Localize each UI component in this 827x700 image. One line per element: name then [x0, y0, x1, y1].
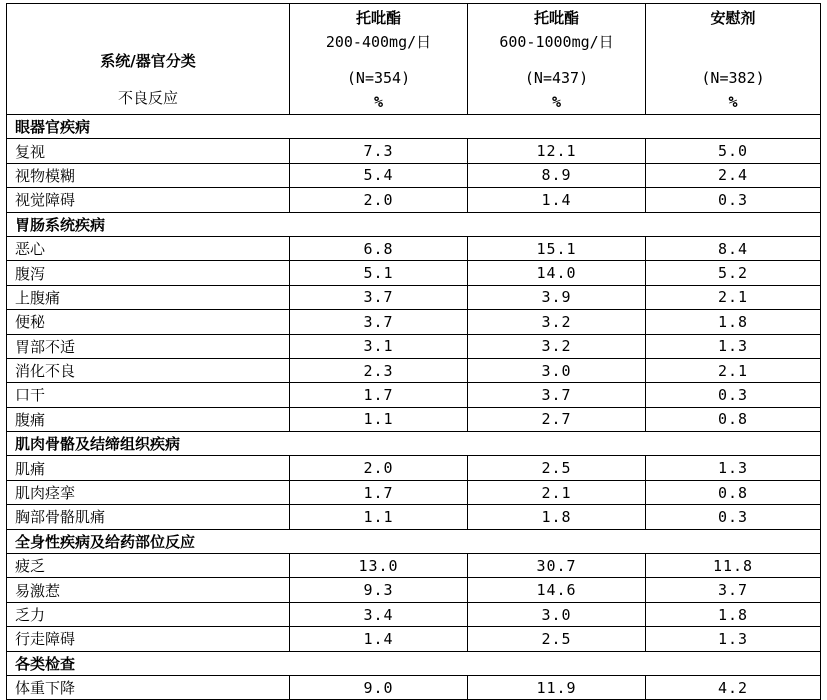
reaction-name: 胃部不适: [7, 334, 290, 358]
col-dose: [646, 30, 820, 54]
table-row: [7, 163, 821, 187]
incidence-value: 6.8: [290, 236, 468, 260]
table-row: [7, 236, 821, 260]
reaction-name: 乏力: [7, 602, 290, 626]
incidence-value: 2.5: [468, 627, 646, 651]
reaction-name: 恶心: [7, 236, 290, 260]
col-unit: %: [373, 93, 384, 111]
incidence-value: 11.9: [468, 675, 646, 699]
incidence-value: 12.1: [468, 139, 646, 163]
col-n: (N=437): [524, 69, 589, 87]
category-title: 全身性疾病及给药部位反应: [7, 529, 821, 553]
incidence-value: 5.0: [646, 139, 821, 163]
incidence-value: 5.4: [290, 163, 468, 187]
incidence-value: 0.3: [646, 188, 821, 212]
reaction-name: 消化不良: [7, 358, 290, 382]
col-drug-name: 安慰剂: [710, 9, 756, 27]
table-row: [7, 261, 821, 285]
reaction-name: 上腹痛: [7, 285, 290, 309]
table-row: [7, 310, 821, 334]
col-drug-name: 托吡酯: [355, 9, 401, 27]
category-title: 各类检查: [7, 651, 821, 675]
incidence-value: 3.7: [646, 578, 821, 602]
reaction-name: 腹痛: [7, 407, 290, 431]
col-unit: %: [728, 93, 738, 111]
reaction-name: 疲乏: [7, 554, 290, 578]
category-row: [7, 529, 821, 553]
reaction-name: 胸部骨骼肌痛: [7, 505, 290, 529]
incidence-value: 2.7: [468, 407, 646, 431]
category-row: [7, 115, 821, 139]
table-row: [7, 285, 821, 309]
incidence-value: 13.0: [290, 554, 468, 578]
incidence-value: 9.3: [290, 578, 468, 602]
reaction-name: 腹泻: [7, 261, 290, 285]
category-row: [7, 432, 821, 456]
table-row: [7, 334, 821, 358]
incidence-value: 1.8: [468, 505, 646, 529]
reaction-name: 易激惹: [7, 578, 290, 602]
table-row: [7, 602, 821, 626]
incidence-value: 9.0: [290, 675, 468, 699]
incidence-value: 3.0: [468, 602, 646, 626]
incidence-value: 5.2: [646, 261, 821, 285]
reaction-name: 体重下降: [7, 675, 290, 699]
reaction-name: 肌痛: [7, 456, 290, 480]
category-title: 肌肉骨骼及结缔组织疾病: [7, 432, 821, 456]
reaction-name: 复视: [7, 139, 290, 163]
incidence-value: 1.3: [646, 627, 821, 651]
incidence-value: 0.8: [646, 480, 821, 504]
table-row: [7, 358, 821, 382]
incidence-value: 1.4: [468, 188, 646, 212]
incidence-value: 1.3: [646, 334, 821, 358]
incidence-value: 2.0: [290, 188, 468, 212]
incidence-value: 2.0: [290, 456, 468, 480]
table-row: [7, 456, 821, 480]
header-col-topiramate-low: [290, 4, 468, 115]
header-label-category: 系统/器官分类: [100, 52, 196, 70]
col-n: (N=382): [701, 69, 765, 87]
col-dose: 200-400mg/日: [325, 33, 432, 51]
table-row: [7, 407, 821, 431]
table-row: [7, 578, 821, 602]
incidence-value: 3.7: [290, 310, 468, 334]
header-label-cell: [7, 4, 290, 115]
col-drug-name: 托吡酯: [533, 9, 579, 27]
table-body: [7, 115, 821, 700]
header-col-topiramate-high: [468, 4, 646, 115]
col-n: (N=354): [346, 69, 411, 87]
reaction-name: 便秘: [7, 310, 290, 334]
incidence-value: 5.1: [290, 261, 468, 285]
incidence-value: 3.7: [290, 285, 468, 309]
incidence-value: 4.2: [646, 675, 821, 699]
incidence-value: 15.1: [468, 236, 646, 260]
category-title: 胃肠系统疾病: [7, 212, 821, 236]
incidence-value: 1.7: [290, 480, 468, 504]
incidence-value: 14.0: [468, 261, 646, 285]
reaction-name: 视觉障碍: [7, 188, 290, 212]
incidence-value: 2.1: [646, 285, 821, 309]
incidence-value: 3.1: [290, 334, 468, 358]
incidence-value: 1.8: [646, 310, 821, 334]
incidence-value: 1.8: [646, 602, 821, 626]
incidence-value: 3.2: [468, 310, 646, 334]
incidence-value: 8.9: [468, 163, 646, 187]
table-row: [7, 675, 821, 699]
adverse-reactions-table: [6, 3, 821, 700]
header-label-reaction: 不良反应: [117, 89, 178, 107]
incidence-value: 2.1: [468, 480, 646, 504]
incidence-value: 3.9: [468, 285, 646, 309]
incidence-value: 8.4: [646, 236, 821, 260]
table-row: [7, 554, 821, 578]
reaction-name: 口干: [7, 383, 290, 407]
incidence-value: 2.5: [468, 456, 646, 480]
incidence-value: 3.0: [468, 358, 646, 382]
incidence-value: 3.7: [468, 383, 646, 407]
incidence-value: 2.4: [646, 163, 821, 187]
incidence-value: 1.3: [646, 456, 821, 480]
incidence-value: 1.4: [290, 627, 468, 651]
header-row: [7, 4, 821, 115]
reaction-name: 视物模糊: [7, 163, 290, 187]
header-col-placebo: [646, 4, 821, 115]
incidence-value: 3.2: [468, 334, 646, 358]
table-row: [7, 480, 821, 504]
category-row: [7, 651, 821, 675]
incidence-value: 2.3: [290, 358, 468, 382]
table-row: [7, 505, 821, 529]
table-row: [7, 188, 821, 212]
table-row: [7, 383, 821, 407]
incidence-value: 30.7: [468, 554, 646, 578]
reaction-name: 肌肉痉挛: [7, 480, 290, 504]
incidence-value: 1.1: [290, 505, 468, 529]
col-unit: %: [551, 93, 562, 111]
category-row: [7, 212, 821, 236]
category-title: 眼器官疾病: [7, 115, 821, 139]
incidence-value: 14.6: [468, 578, 646, 602]
incidence-value: 3.4: [290, 602, 468, 626]
incidence-value: 1.1: [290, 407, 468, 431]
reaction-name: 行走障碍: [7, 627, 290, 651]
incidence-value: 0.8: [646, 407, 821, 431]
table-row: [7, 627, 821, 651]
table-row: [7, 139, 821, 163]
incidence-value: 7.3: [290, 139, 468, 163]
col-dose: 600-1000mg/日: [499, 33, 614, 51]
incidence-value: 0.3: [646, 383, 821, 407]
incidence-value: 2.1: [646, 358, 821, 382]
incidence-value: 1.7: [290, 383, 468, 407]
incidence-value: 11.8: [646, 554, 821, 578]
incidence-value: 0.3: [646, 505, 821, 529]
